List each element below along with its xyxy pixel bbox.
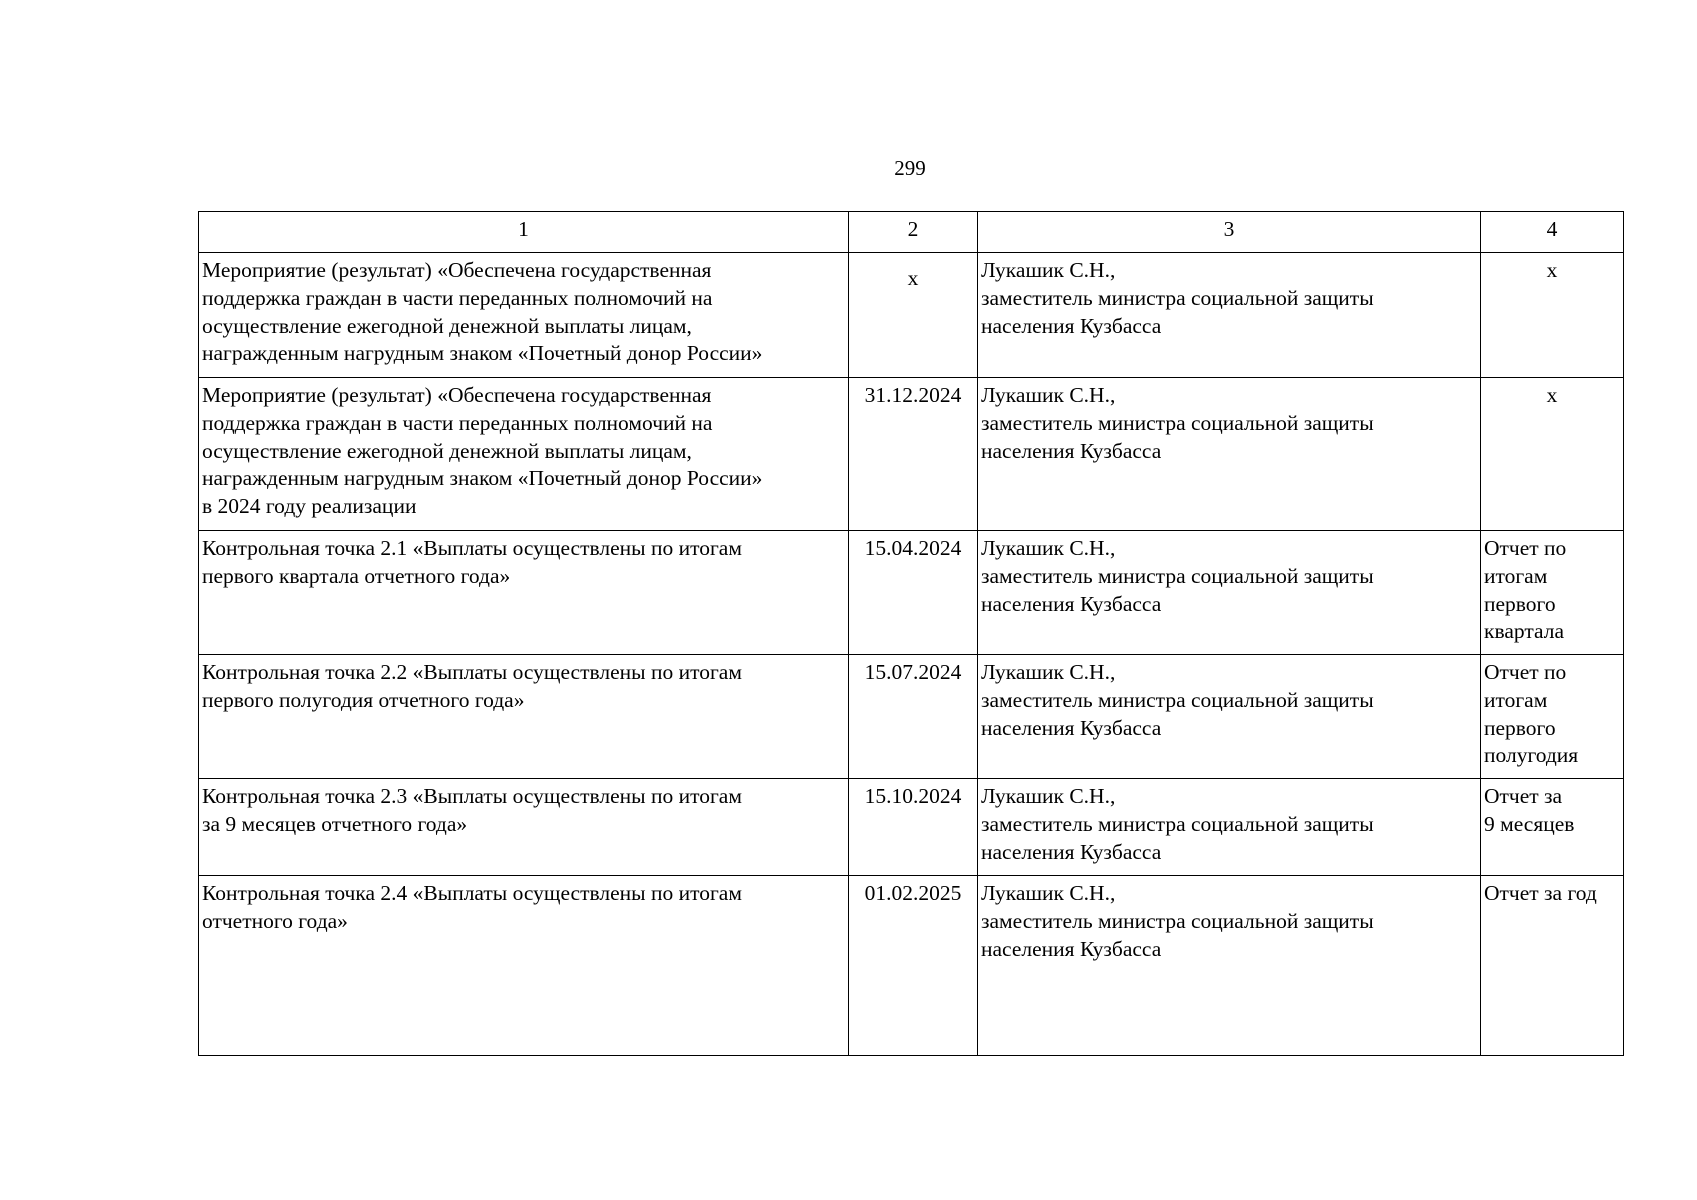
responsible-cell xyxy=(978,378,1481,531)
document-line: Отчет по xyxy=(1484,536,1567,560)
document-line: 9 месяцев xyxy=(1484,811,1575,836)
table-row xyxy=(199,779,1624,876)
page-number: 299 xyxy=(894,156,926,180)
responsible-line: заместитель министра социальной защиты xyxy=(981,908,1374,933)
document-line: Отчет за xyxy=(1484,784,1563,808)
document-line: Отчет по xyxy=(1484,660,1567,684)
event-cell xyxy=(199,876,849,1056)
document-line: итогам xyxy=(1484,687,1548,712)
date-cell: 15.10.2024 xyxy=(849,779,978,876)
event-line: в 2024 году реализации xyxy=(202,494,417,519)
responsible-line: населения Кузбасса xyxy=(981,313,1162,338)
document-cell xyxy=(1481,779,1624,876)
table-row xyxy=(199,253,1624,378)
event-line: отчетного года» xyxy=(202,908,348,933)
responsible-line: Лукашик С.Н., xyxy=(981,536,1116,560)
document-cell xyxy=(1481,378,1624,531)
responsible-line: заместитель министра социальной защиты xyxy=(981,563,1374,588)
responsible-cell xyxy=(978,253,1481,378)
responsible-line: Лукашик С.Н., xyxy=(981,784,1116,808)
event-line: Контрольная точка 2.3 «Выплаты осуществлены по итогам xyxy=(202,784,742,808)
column-header-1: 1 xyxy=(199,212,849,253)
column-header-2: 2 xyxy=(849,212,978,253)
document-line: итогам xyxy=(1484,563,1548,588)
responsible-line: Лукашик С.Н., xyxy=(981,383,1116,407)
event-cell xyxy=(199,655,849,779)
responsible-line: Лукашик С.Н., xyxy=(981,881,1116,905)
document-line: x xyxy=(1546,383,1558,407)
event-line: за 9 месяцев отчетного года» xyxy=(202,811,468,836)
responsible-line: населения Кузбасса xyxy=(981,839,1162,864)
event-line: осуществление ежегодной денежной выплаты лицам, xyxy=(202,438,692,463)
event-cell xyxy=(199,378,849,531)
responsible-line: населения Кузбасса xyxy=(981,438,1162,463)
responsible-line: заместитель министра социальной защиты xyxy=(981,687,1374,712)
table-header-row xyxy=(199,212,1624,253)
responsible-line: населения Кузбасса xyxy=(981,715,1162,740)
date-cell: 31.12.2024 xyxy=(849,378,978,531)
responsible-line: заместитель министра социальной защиты xyxy=(981,410,1374,435)
responsible-line: Лукашик С.Н., xyxy=(981,258,1116,282)
event-line: Контрольная точка 2.1 «Выплаты осуществлены по итогам xyxy=(202,536,742,560)
document-line: Отчет за год xyxy=(1484,881,1597,905)
column-header-3: 3 xyxy=(978,212,1481,253)
event-cell xyxy=(199,779,849,876)
responsible-line: Лукашик С.Н., xyxy=(981,660,1116,684)
event-line: поддержка граждан в части переданных полномочий на xyxy=(202,410,713,435)
responsible-line: заместитель министра социальной защиты xyxy=(981,285,1374,310)
document-cell xyxy=(1481,655,1624,779)
table-row xyxy=(199,531,1624,655)
event-line: Мероприятие (результат) «Обеспечена государственная xyxy=(202,258,712,282)
date-cell: 01.02.2025 xyxy=(849,876,978,1056)
event-line: Контрольная точка 2.2 «Выплаты осуществлены по итогам xyxy=(202,660,742,684)
event-line: осуществление ежегодной денежной выплаты лицам, xyxy=(202,313,692,338)
document-line: первого xyxy=(1484,591,1556,616)
event-line: поддержка граждан в части переданных полномочий на xyxy=(202,285,713,310)
event-line: первого полугодия отчетного года» xyxy=(202,687,525,712)
responsible-line: заместитель министра социальной защиты xyxy=(981,811,1374,836)
date-cell: 15.04.2024 xyxy=(849,531,978,655)
table-row xyxy=(199,378,1624,531)
event-line: Контрольная точка 2.4 «Выплаты осуществлены по итогам xyxy=(202,881,742,905)
date-cell: 15.07.2024 xyxy=(849,655,978,779)
responsible-cell xyxy=(978,655,1481,779)
responsible-cell xyxy=(978,876,1481,1056)
event-line: Мероприятие (результат) «Обеспечена государственная xyxy=(202,383,712,407)
document-cell xyxy=(1481,253,1624,378)
event-line: первого квартала отчетного года» xyxy=(202,563,511,588)
responsible-line: населения Кузбасса xyxy=(981,591,1162,616)
responsible-cell xyxy=(978,779,1481,876)
control-points-table xyxy=(198,211,1624,1056)
document-line: x xyxy=(1546,258,1558,282)
document-line: полугодия xyxy=(1484,743,1579,768)
document-line: первого xyxy=(1484,715,1556,740)
responsible-line: населения Кузбасса xyxy=(981,936,1162,961)
document-cell xyxy=(1481,876,1624,1056)
responsible-cell xyxy=(978,531,1481,655)
document-cell xyxy=(1481,531,1624,655)
column-header-4: 4 xyxy=(1481,212,1624,253)
event-cell xyxy=(199,253,849,378)
document-line: квартала xyxy=(1484,619,1564,644)
table-row xyxy=(199,876,1624,1056)
event-line: награжденным нагрудным знаком «Почетный донор России» xyxy=(202,341,763,366)
event-cell xyxy=(199,531,849,655)
table-row xyxy=(199,655,1624,779)
date-cell: x xyxy=(849,253,978,378)
event-line: награжденным нагрудным знаком «Почетный донор России» xyxy=(202,466,763,491)
